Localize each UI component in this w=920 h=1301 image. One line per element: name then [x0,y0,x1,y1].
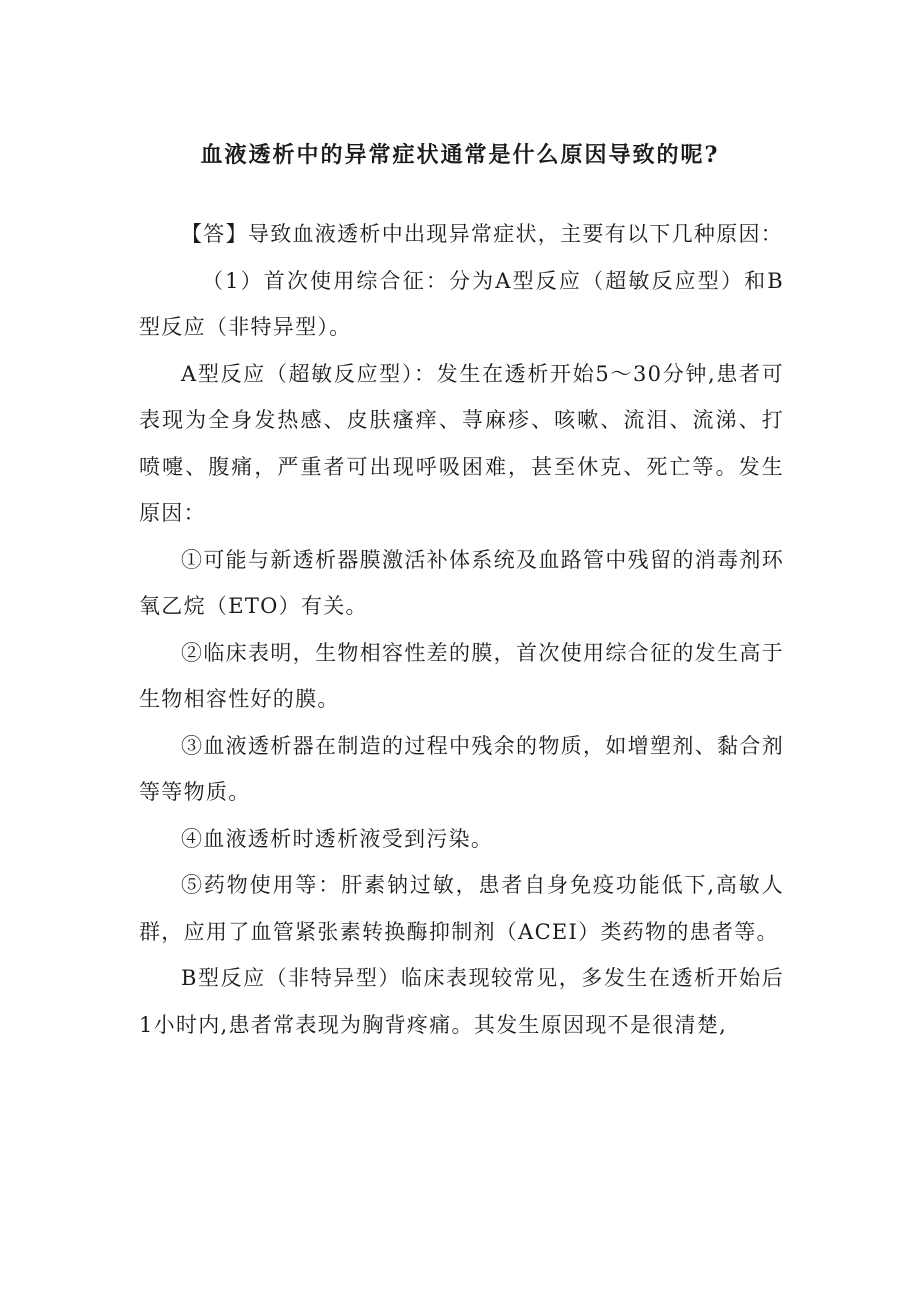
cause-2-paragraph: ②临床表明，生物相容性差的膜，首次使用综合征的发生高于生物相容性好的膜。 [139,640,784,711]
cause-1-paragraph: ①可能与新透析器膜激活补体系统及血路管中残留的消毒剂环氧乙烷（ETO）有关。 [139,547,784,618]
answer-intro-paragraph: 【答】导致血液透析中出现异常症状，主要有以下几种原因： [181,222,784,246]
type-b-reaction-paragraph: B型反应（非特异型）临床表现较常见，多发生在透析开始后1小时内,患者常表现为胸背疼痛。其发生原因现不是很清楚, [139,966,784,1037]
cause-5-paragraph: ⑤药物使用等：肝素钠过敏，患者自身免疫功能低下,高敏人群，应用了血管紧张素转换酶抑制剂（ACEI）类药物的患者等。 [139,873,784,944]
page-title: 血液透析中的异常症状通常是什么原因导致的呢? [200,141,720,168]
type-a-reaction-paragraph: A型反应（超敏反应型）：发生在透析开始5～30分钟,患者可表现为全身发热感、皮肤瘙痒、荨麻疹、咳嗽、流泪、流涕、打喷嚏、腹痛，严重者可出现呼吸困难，甚至休克、死亡等。发生原因： [139,361,784,525]
first-use-syndrome-paragraph: （1）首次使用综合征：分为A型反应（超敏反应型）和B型反应（非特异型）。 [139,268,784,339]
cause-3-paragraph: ③血液透析器在制造的过程中残余的物质，如增塑剂、黏合剂等等物质。 [139,733,784,804]
cause-4-paragraph: ④血液透析时透析液受到污染。 [181,826,494,851]
document-body [139,211,784,1048]
